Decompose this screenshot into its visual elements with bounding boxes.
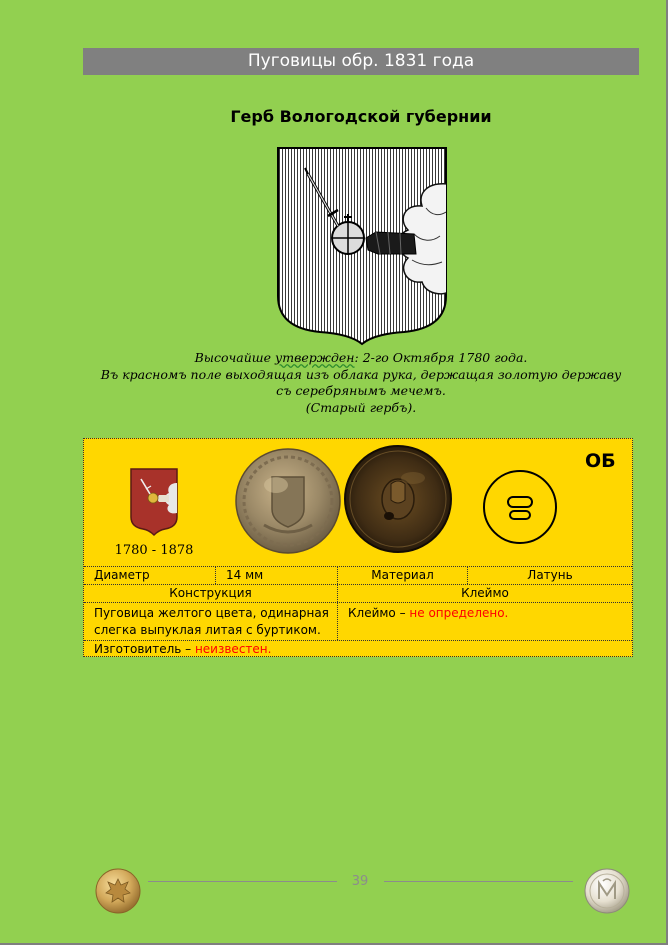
coat-description: [83, 350, 639, 416]
button-back-photo: [343, 444, 453, 554]
details-row: [84, 602, 632, 640]
eagle-button-icon: [94, 867, 142, 915]
description-line-4: (Старый гербъ).: [305, 399, 417, 415]
footer-line-right: [384, 881, 573, 882]
construction-line-2: слегка выпуклая литая с буртиком.: [94, 623, 321, 637]
page-header-title: Пуговицы обр. 1831 года: [247, 51, 475, 71]
maker-value: неизвестен.: [194, 642, 272, 656]
page-header: [83, 48, 639, 75]
vologda-coat-of-arms-icon: [276, 146, 448, 346]
footer-line-left: [148, 881, 337, 882]
card-images: [84, 439, 632, 566]
description-line-2: Въ красномъ поле выходящая изъ облака рука, держащая золотую державу: [100, 366, 622, 382]
description-line-1: Высочайше утвержден: 2-го Октября 1780 года.: [194, 350, 528, 365]
diameter-label: Диаметр: [94, 568, 150, 582]
button-schema-icon: [482, 469, 558, 545]
dimensions-row: [84, 566, 632, 584]
mark-label: Клеймо: [337, 585, 632, 602]
years-label: 1780 - 1878: [114, 543, 194, 558]
construction-label: Конструкция: [169, 586, 252, 600]
button-card: [83, 438, 633, 657]
button-code: ОБ: [585, 450, 616, 472]
underlined-word: утвержден: [274, 350, 355, 365]
diameter-value: 14 мм: [215, 567, 337, 584]
page-number: 39: [351, 874, 369, 889]
description-line-3: съ серебрянымъ мечемъ.: [276, 383, 446, 398]
construction-text: [84, 603, 337, 640]
page-title: Герб Вологодской губернии: [230, 107, 492, 126]
button-front-photo: [234, 447, 342, 555]
maker-row: [84, 640, 632, 657]
monogram-button-icon: [583, 867, 631, 915]
section-header-row: [84, 584, 632, 602]
mini-coat-of-arms-icon: [129, 467, 179, 537]
mark-value: не определено.: [409, 606, 509, 620]
material-label: Материал: [337, 567, 467, 584]
construction-line-1: Пуговица желтого цвета, одинарная: [94, 606, 329, 620]
material-value: Латунь: [467, 567, 632, 584]
mark-text: Клеймо – не определено.: [337, 603, 632, 640]
maker-text: Изготовитель – неизвестен.: [94, 642, 272, 656]
